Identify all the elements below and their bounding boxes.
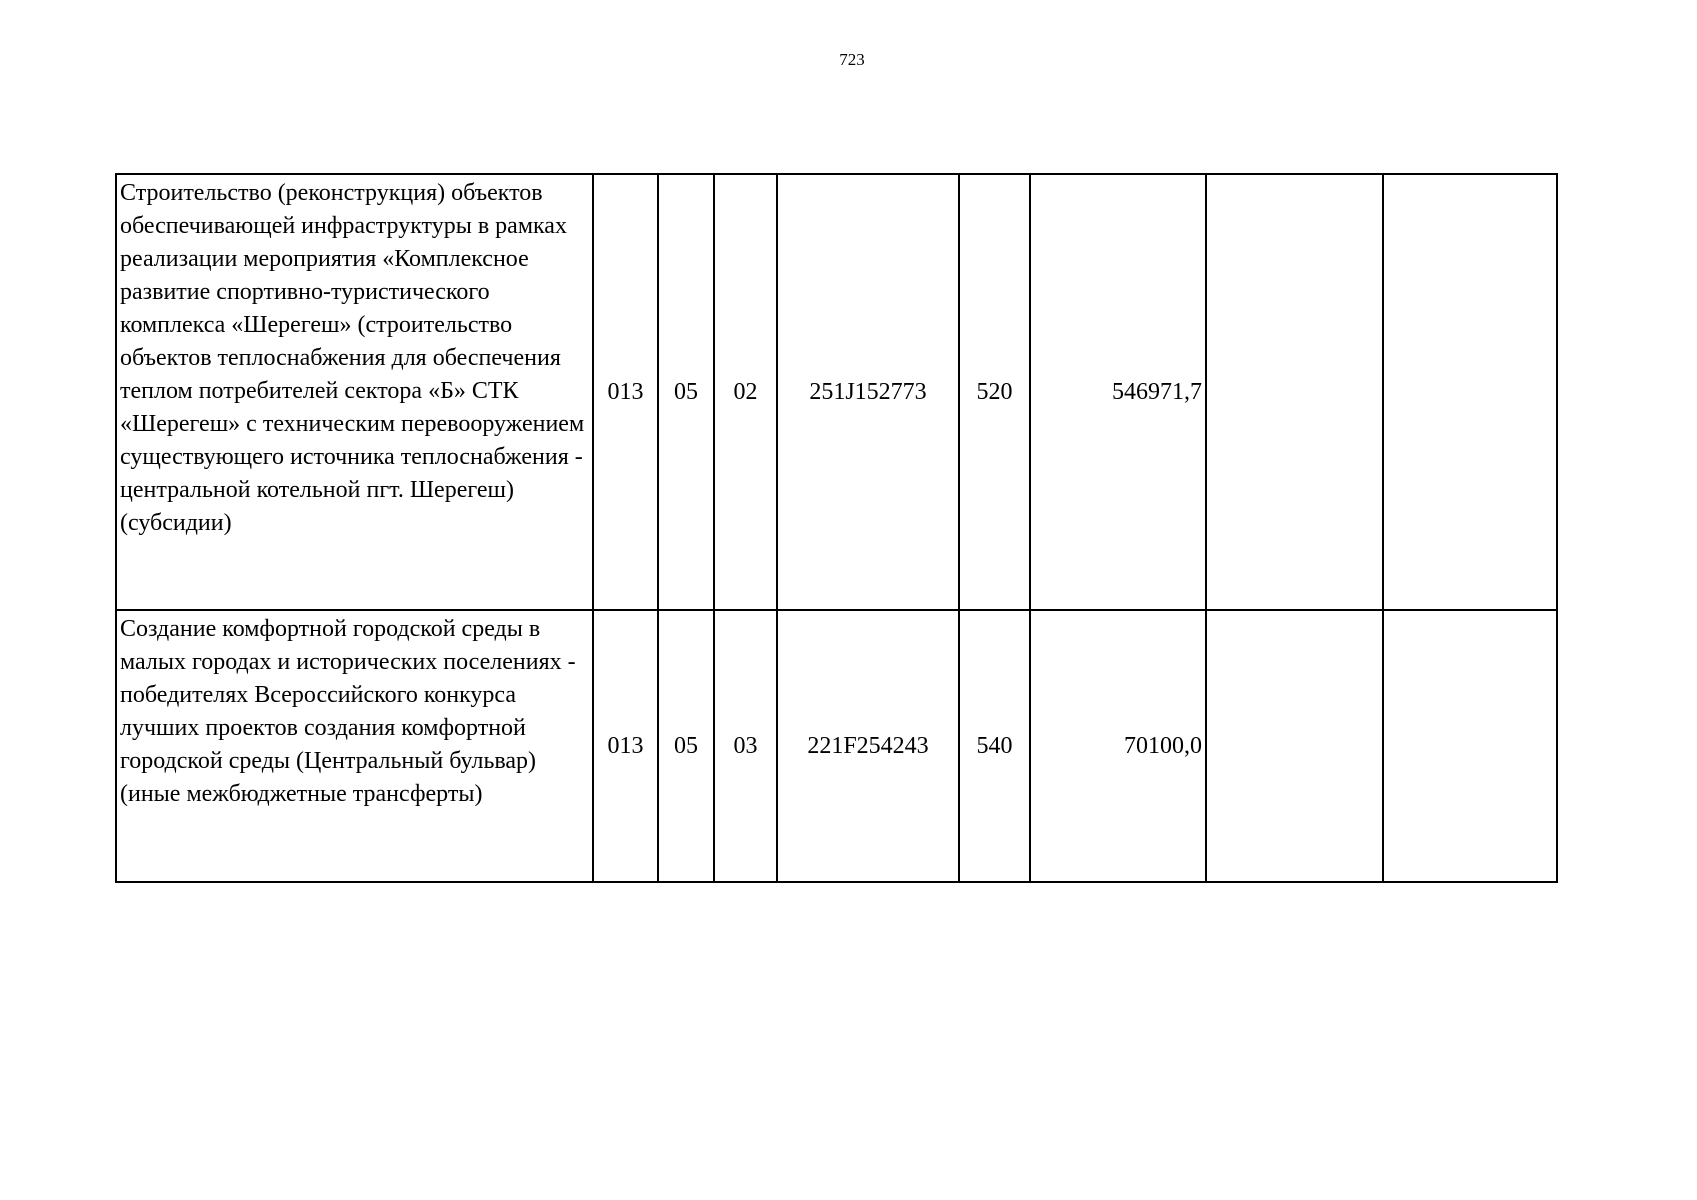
expense-type-cell: 520	[959, 174, 1030, 610]
subsection-cell: 02	[714, 174, 777, 610]
description-cell: Строительство (реконструкция) объектов обеспечивающей инфраструктуры в рамках реализации мероприятия «Комплексное развитие спортивно-туристического комплекса «Шерегеш» (строительство объектов теплоснабжения для обеспечения теплом потребителей сектора «Б» СТК «Шерегеш» с техническим перевооружением существующего источника теплоснабжения - центральной котельной пгт. Шерегеш) (субсидии)	[116, 174, 593, 610]
empty-cell	[1206, 174, 1383, 610]
empty-cell	[1206, 610, 1383, 882]
amount-cell: 70100,0	[1030, 610, 1206, 882]
table-row	[116, 174, 1557, 610]
budget-table	[115, 173, 1558, 883]
subsection-cell: 03	[714, 610, 777, 882]
page-number: 723	[839, 50, 865, 69]
ministry-code-cell: 013	[593, 174, 658, 610]
description-cell: Создание комфортной городской среды в малых городах и исторических поселениях - победителях Всероссийского конкурса лучших проектов создания комфортной городской среды (Центральный бульвар) (иные межбюджетные трансферты)	[116, 610, 593, 882]
amount-cell: 546971,7	[1030, 174, 1206, 610]
ministry-code-cell: 013	[593, 610, 658, 882]
target-article-cell: 251J152773	[777, 174, 959, 610]
target-article-cell: 221F254243	[777, 610, 959, 882]
empty-cell	[1383, 174, 1557, 610]
empty-cell	[1383, 610, 1557, 882]
section-cell: 05	[658, 174, 714, 610]
table-row	[116, 610, 1557, 882]
expense-type-cell: 540	[959, 610, 1030, 882]
section-cell: 05	[658, 610, 714, 882]
